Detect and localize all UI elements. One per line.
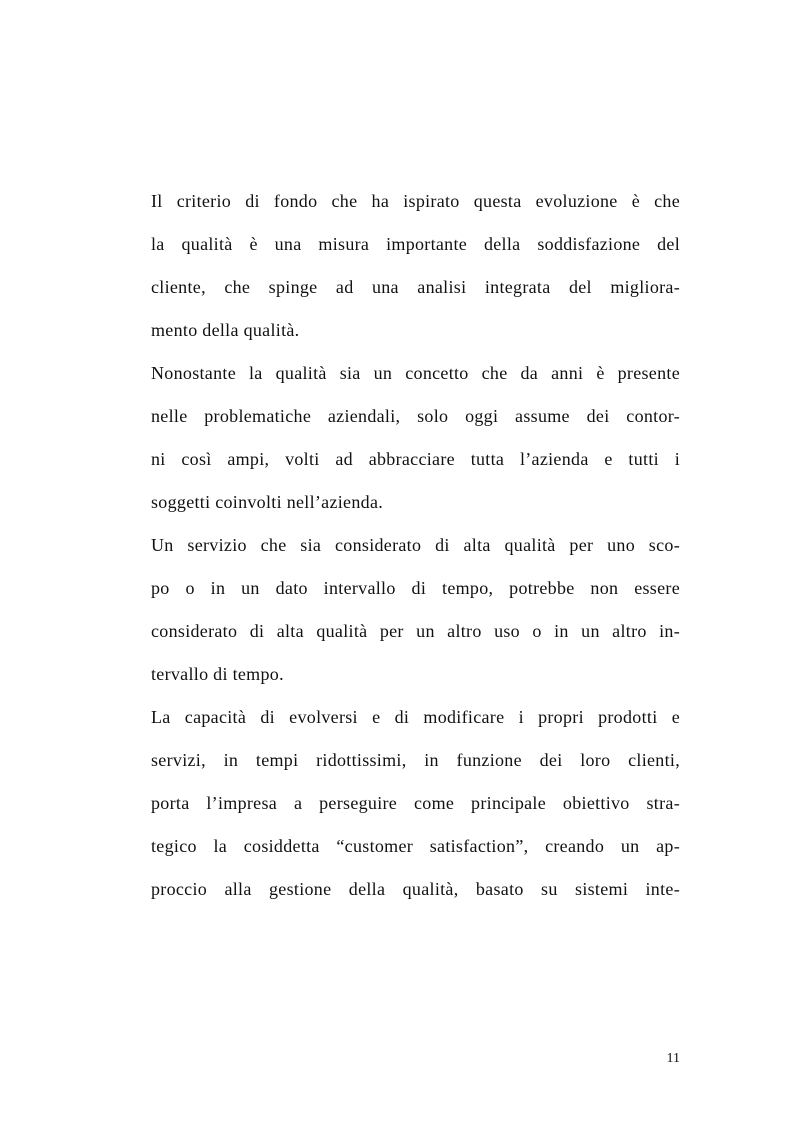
- text-line: La capacità di evolversi e di modificare i propri prodotti e: [151, 707, 680, 727]
- text-line: soggetti coinvolti nell’azienda.: [151, 492, 384, 512]
- text-line: la qualità è una misura importante della soddisfazione del: [151, 234, 680, 254]
- text-line: Un servizio che sia considerato di alta qualità per uno sco-: [151, 535, 680, 555]
- text-line: po o in un dato intervallo di tempo, potrebbe non essere: [151, 578, 680, 598]
- text-line: proccio alla gestione della qualità, basato su sistemi inte-: [151, 879, 680, 899]
- text-line: cliente, che spinge ad una analisi integrata del migliora-: [151, 277, 680, 297]
- text-line: Nonostante la qualità sia un concetto che da anni è presente: [151, 363, 680, 383]
- text-line: Il criterio di fondo che ha ispirato questa evoluzione è che: [151, 191, 680, 211]
- text-line: considerato di alta qualità per un altro uso o in un altro in-: [151, 621, 680, 641]
- text-line: tegico la cosiddetta “customer satisfaction”, creando un ap-: [151, 836, 680, 856]
- page-number: 11: [666, 1051, 680, 1066]
- text-line: porta l’impresa a perseguire come principale obiettivo stra-: [151, 793, 680, 813]
- text-line: tervallo di tempo.: [151, 664, 284, 684]
- text-line: nelle problematiche aziendali, solo oggi assume dei contor-: [151, 406, 680, 426]
- text-line: ni così ampi, volti ad abbracciare tutta l’azienda e tutti i: [151, 449, 680, 469]
- text-line: servizi, in tempi ridottissimi, in funzione dei loro clienti,: [151, 750, 680, 770]
- text-line: mento della qualità.: [151, 320, 300, 340]
